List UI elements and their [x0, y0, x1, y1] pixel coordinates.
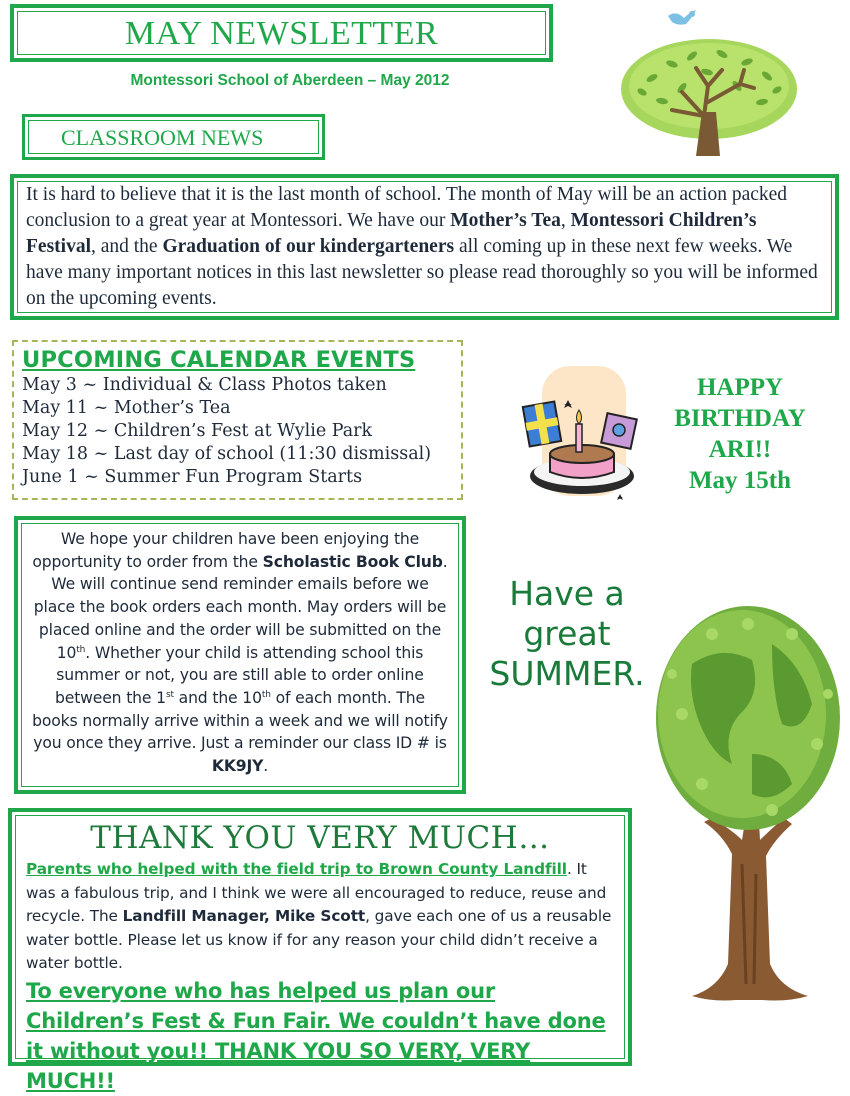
classroom-news-heading: CLASSROOM NEWS [61, 125, 264, 150]
intro-text: It is hard to believe that it is the last month of school. The month of May will be an action packed conclusion to a great year at Montessori. We have our [26, 184, 788, 231]
intro-box [10, 174, 839, 320]
thank-you-box [8, 808, 632, 1093]
intro-text: all coming up in these next few weeks. We have many important notices in this last newsletter so please read thoroughly so you will be informed on the upcoming events. [26, 236, 818, 309]
birthday-line: ARI!! [708, 436, 772, 463]
birthday-cake-clipart [520, 360, 638, 508]
calendar-item: June 1 ~ Summer Fun Program Starts [22, 467, 363, 487]
calendar-box [12, 340, 463, 500]
birthday-message [652, 372, 828, 496]
calendar-item: May 18 ~ Last day of school (11:30 dismissal) [22, 444, 432, 464]
birthday-line: HAPPY [696, 374, 784, 401]
book-club-box [14, 516, 466, 794]
book-text: . Whether your child is attending school this summer or not, you are still able to order online between the 1 [55, 643, 424, 707]
calendar-item: May 3 ~ Individual & Class Photos taken [22, 375, 387, 395]
summer-line: great [523, 614, 611, 653]
summer-message [476, 574, 658, 694]
thank-you-everyone: To everyone who has helped us plan our Children’s Fest & Fun Fair. We couldn’t have done it without you!! THANK YOU SO VERY, VERY MUCH!! [26, 978, 606, 1093]
intro-text: , and the [90, 236, 163, 257]
book-sup: st [165, 689, 174, 700]
thanks-bold-manager: Landfill Manager, Mike Scott [122, 907, 366, 925]
book-club-paragraph [30, 528, 450, 778]
book-text: of each month. The books normally arrive within a week and we will notify you once they arrive. Just a reminder our class ID # is [32, 688, 448, 753]
calendar-heading: UPCOMING CALENDAR EVENTS [22, 347, 416, 373]
book-text: We hope your children have been enjoying the opportunity to order from the [32, 530, 420, 571]
book-bold-scholastic: Scholastic Book Club [262, 552, 443, 571]
intro-bold-graduation: Graduation of our kindergarteners [162, 236, 455, 257]
newsletter-title: MAY NEWSLETTER [124, 15, 439, 52]
thanks-text: , gave each one of us a reusable water bottle. Please let us know if for any reason your child didn’t receive a water bottle. [26, 907, 612, 972]
birthday-line: BIRTHDAY [674, 405, 806, 432]
newsletter-title-box [10, 4, 553, 62]
bird-tree-clipart [612, 6, 802, 158]
newsletter-subtitle: Montessori School of Aberdeen – May 2012 [130, 72, 450, 89]
book-text: . We will continue send reminder emails before we place the book orders each month. May orders will be placed online and the order will be submitted on the 10 [33, 552, 448, 662]
book-sup: th [261, 689, 271, 700]
book-text: and the 10 [173, 688, 262, 707]
book-bold-class-id: KK9JY [211, 757, 264, 776]
book-sup: th [76, 644, 86, 655]
intro-paragraph [26, 182, 823, 312]
summer-line: Have a [509, 574, 625, 613]
thanks-text: . It was a fabulous trip, and I think we were all encouraged to reduce, reuse and recycle. The [26, 860, 607, 925]
birthday-line: May 15th [688, 467, 792, 494]
book-text: . [263, 757, 269, 776]
classroom-news-box [22, 114, 325, 160]
calendar-item: May 11 ~ Mother’s Tea [22, 398, 231, 418]
calendar-item: May 12 ~ Children’s Fest at Wylie Park [22, 421, 373, 441]
intro-bold-mothers-tea: Mother’s Tea [450, 210, 561, 231]
intro-bold-festival: Montessori Children’s Festival [26, 210, 757, 257]
globe-tree-clipart [652, 604, 842, 1006]
intro-text: , [560, 210, 571, 231]
summer-line: SUMMER. [489, 654, 645, 693]
thanks-parents-underlined: Parents who helped with the field trip to Brown County Landfill [26, 860, 567, 878]
thank-you-paragraph [26, 858, 614, 976]
thank-you-title: THANK YOU VERY MUCH… [90, 820, 550, 856]
